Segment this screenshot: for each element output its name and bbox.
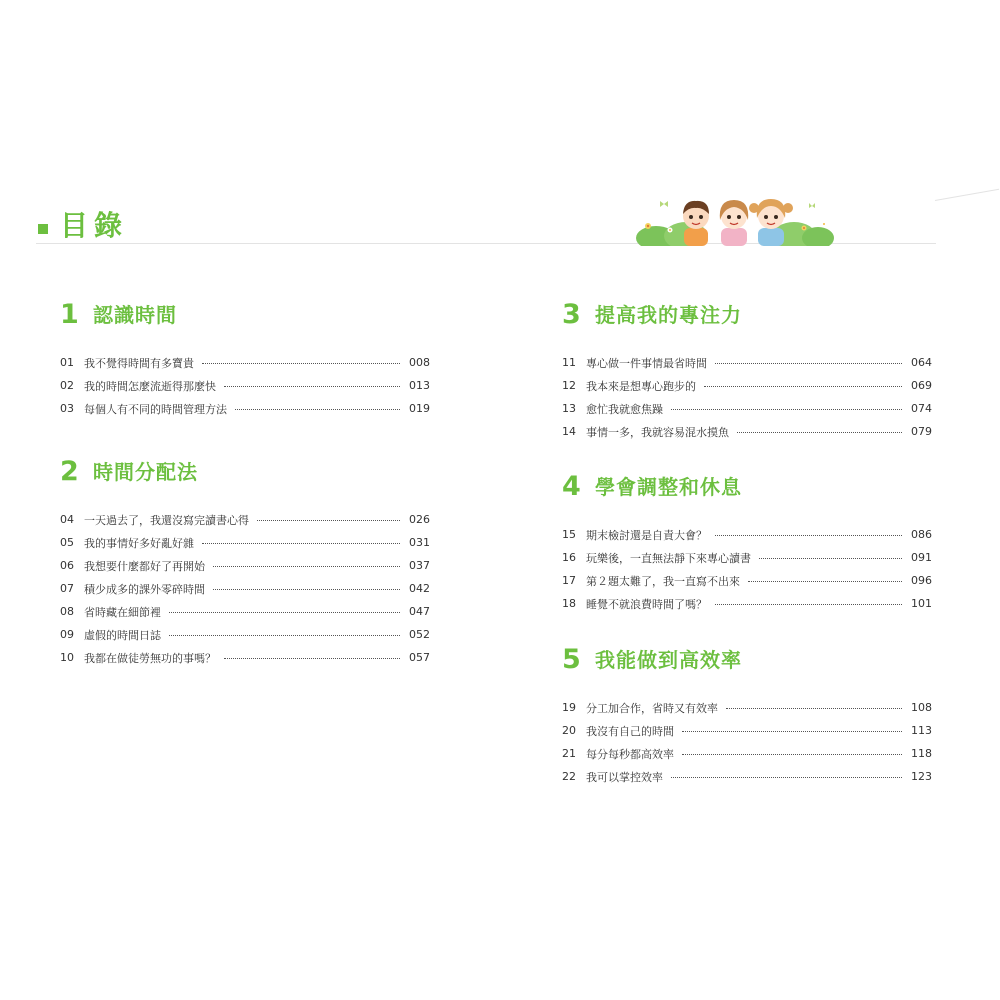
entry-page: 108 xyxy=(911,701,932,714)
toc-entry[interactable] xyxy=(60,646,430,669)
entry-page: 031 xyxy=(409,536,430,549)
toc-header xyxy=(0,180,1000,260)
entry-number: 22 xyxy=(562,770,576,783)
entry-number: 16 xyxy=(562,551,576,564)
toc-entry[interactable] xyxy=(562,592,932,615)
entry-page: 079 xyxy=(911,425,932,438)
entry-title: 每個人有不同的時間管理方法 xyxy=(84,402,227,416)
section-number: 3 xyxy=(562,299,581,330)
children-illustration-icon xyxy=(634,194,834,246)
entry-page: 123 xyxy=(911,770,932,783)
entry-page: 069 xyxy=(911,379,932,392)
toc-entry[interactable] xyxy=(562,397,932,420)
dot-leader xyxy=(715,535,902,536)
toc-entry[interactable] xyxy=(60,577,430,600)
entry-title: 第２題太難了，我一直寫不出來 xyxy=(586,574,740,588)
dot-leader xyxy=(224,658,400,659)
dot-leader xyxy=(726,708,902,709)
entry-number: 08 xyxy=(60,605,74,618)
toc-entry[interactable] xyxy=(562,719,932,742)
entry-title: 每分每秒都高效率 xyxy=(586,747,674,761)
toc-entry[interactable] xyxy=(562,765,932,788)
entry-number: 15 xyxy=(562,528,576,541)
entry-page: 052 xyxy=(409,628,430,641)
entry-title: 分工加合作，省時又有效率 xyxy=(586,701,718,715)
header-square-icon xyxy=(38,224,48,234)
entry-number: 21 xyxy=(562,747,576,760)
entry-title: 愈忙我就愈焦躁 xyxy=(586,402,663,416)
entry-number: 01 xyxy=(60,356,74,369)
toc-entry[interactable] xyxy=(562,523,932,546)
entry-page: 086 xyxy=(911,528,932,541)
page-title: 目錄 xyxy=(60,209,129,242)
entry-number: 20 xyxy=(562,724,576,737)
entry-title: 我本來是想專心跑步的 xyxy=(586,379,696,393)
entry-title: 我的事情好多好亂好雜 xyxy=(84,536,194,550)
entry-title: 專心做一件事情最省時間 xyxy=(586,356,707,370)
section-number: 1 xyxy=(60,299,79,330)
dot-leader xyxy=(202,363,400,364)
entry-number: 17 xyxy=(562,574,576,587)
toc-entry[interactable] xyxy=(60,531,430,554)
toc-entry[interactable] xyxy=(60,397,430,420)
toc-entry[interactable] xyxy=(60,554,430,577)
dot-leader xyxy=(748,581,902,582)
entry-page: 064 xyxy=(911,356,932,369)
entry-title: 我可以掌控效率 xyxy=(586,770,663,784)
entry-title: 玩樂後，一直無法靜下來專心讀書 xyxy=(586,551,751,565)
entry-number: 13 xyxy=(562,402,576,415)
entry-number: 10 xyxy=(60,651,74,664)
entry-title: 睡覺不就浪費時間了嗎？ xyxy=(586,597,707,611)
toc-section-5 xyxy=(562,645,932,788)
entry-title: 事情一多，我就容易混水摸魚 xyxy=(586,425,729,439)
toc-entry[interactable] xyxy=(562,374,932,397)
dot-leader xyxy=(169,635,400,636)
toc-entry[interactable] xyxy=(562,420,932,443)
entry-title: 我不覺得時間有多寶貴 xyxy=(84,356,194,370)
entry-number: 18 xyxy=(562,597,576,610)
entry-title: 我都在做徒勞無功的事嗎？ xyxy=(84,651,216,665)
entry-title: 一天過去了，我還沒寫完讀書心得 xyxy=(84,513,249,527)
entry-page: 019 xyxy=(409,402,430,415)
header-curve xyxy=(935,189,999,201)
entry-page: 091 xyxy=(911,551,932,564)
entry-number: 12 xyxy=(562,379,576,392)
toc-section-3 xyxy=(562,300,932,443)
dot-leader xyxy=(682,754,902,755)
dot-leader xyxy=(213,566,400,567)
toc-entry[interactable] xyxy=(60,600,430,623)
entry-page: 013 xyxy=(409,379,430,392)
dot-leader xyxy=(671,409,902,410)
dot-leader xyxy=(759,558,902,559)
toc-entry[interactable] xyxy=(562,696,932,719)
toc-entry[interactable] xyxy=(562,569,932,592)
section-title: 提高我的專注力 xyxy=(595,303,742,327)
dot-leader xyxy=(704,386,902,387)
dot-leader xyxy=(715,363,902,364)
entry-number: 09 xyxy=(60,628,74,641)
entry-title: 虛假的時間日誌 xyxy=(84,628,161,642)
entry-number: 11 xyxy=(562,356,576,369)
entry-page: 042 xyxy=(409,582,430,595)
toc-section-1 xyxy=(60,300,430,420)
entry-title: 我想要什麼都好了再開始 xyxy=(84,559,205,573)
entry-page: 037 xyxy=(409,559,430,572)
entry-page: 118 xyxy=(911,747,932,760)
toc-section-2 xyxy=(60,457,430,669)
toc-entry[interactable] xyxy=(60,351,430,374)
dot-leader xyxy=(213,589,400,590)
section-number: 4 xyxy=(562,471,581,502)
toc-entry[interactable] xyxy=(60,508,430,531)
entry-number: 04 xyxy=(60,513,74,526)
section-title: 我能做到高效率 xyxy=(595,648,742,672)
entry-title: 我的時間怎麼流逝得那麼快 xyxy=(84,379,216,393)
dot-leader xyxy=(257,520,400,521)
toc-entry[interactable] xyxy=(562,546,932,569)
entry-title: 期末檢討還是自責大會？ xyxy=(586,528,707,542)
entry-title: 積少成多的課外零碎時間 xyxy=(84,582,205,596)
entry-page: 101 xyxy=(911,597,932,610)
entry-page: 008 xyxy=(409,356,430,369)
entry-page: 057 xyxy=(409,651,430,664)
section-title: 時間分配法 xyxy=(93,460,198,484)
dot-leader xyxy=(224,386,400,387)
section-title: 學會調整和休息 xyxy=(595,475,742,499)
entry-page: 047 xyxy=(409,605,430,618)
toc-entry[interactable] xyxy=(562,351,932,374)
dot-leader xyxy=(682,731,902,732)
section-number: 2 xyxy=(60,456,79,487)
entry-page: 096 xyxy=(911,574,932,587)
dot-leader xyxy=(202,543,400,544)
entry-page: 074 xyxy=(911,402,932,415)
dot-leader xyxy=(737,432,902,433)
entry-number: 03 xyxy=(60,402,74,415)
dot-leader xyxy=(671,777,902,778)
entry-number: 07 xyxy=(60,582,74,595)
section-title: 認識時間 xyxy=(93,303,177,327)
dot-leader xyxy=(235,409,400,410)
entry-title: 我沒有自己的時間 xyxy=(586,724,674,738)
entry-title: 省時藏在細節裡 xyxy=(84,605,161,619)
toc-entry[interactable] xyxy=(562,742,932,765)
dot-leader xyxy=(169,612,400,613)
toc-entry[interactable] xyxy=(60,374,430,397)
section-number: 5 xyxy=(562,644,581,675)
dot-leader xyxy=(715,604,902,605)
toc-entry[interactable] xyxy=(60,623,430,646)
entry-number: 19 xyxy=(562,701,576,714)
toc-section-4 xyxy=(562,472,932,615)
entry-number: 06 xyxy=(60,559,74,572)
entry-page: 026 xyxy=(409,513,430,526)
entry-number: 05 xyxy=(60,536,74,549)
entry-number: 14 xyxy=(562,425,576,438)
entry-page: 113 xyxy=(911,724,932,737)
entry-number: 02 xyxy=(60,379,74,392)
